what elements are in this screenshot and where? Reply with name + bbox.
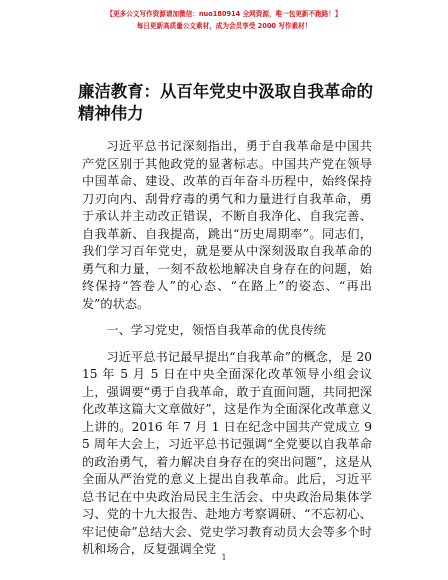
intro-paragraph: 习近平总书记深刻指出，勇于自我革命是中国共产党区别于其他政党的显著标志。中国共产党在领导中国革命、建设、改革的百年奋斗历程中，始终保持刀刃向内、刮骨疗毒的勇气和力量进行自我革命，勇于承认并主动改正错误，不断自我净化、自我完善、自我革新、自我提高，跳出“历史周期率”。同志们，我们学习百年党史，就是要从中深刻汲取自我革命的勇气和力量，一刻不敌松地解决自身存在的问题，始终保持“答卷人”的心态、“在路上”的姿态、“再出发”的状态。: [82, 139, 372, 311]
document-body: [82, 138, 372, 559]
body-paragraph: 习近平总书记最早提出“自我革命”的概念，是 2015 年 5 月 5 日在中央全面深化改革领导小组会议上，强调要“勇于自我革命，敢于直面问题，共同把深化改革这篇大文章做好”，这是作为全面深化改革意义上讲的。2016 年 7 月 1 日在纪念中国共产党成立 95 周年大会上，习近平总书记强调“全党要以自我革命的政治勇气，着力解决自身存在的突出问题”，这是从全面从严治党的意义上提出自我革命。此后，习近平总书记在中央政治局民主生活会、中央政治局集体学习、党的十九大报告、赴地方考察调研、“不忘初心、牢记使命”总结大会、党史学习教育动员大会等多个时机和场合，反复强调全党: [82, 349, 372, 556]
promo-banner-line-2: 每日更新高质量公文素材，成为会员享受 2000 写作素材！: [136, 22, 312, 30]
promo-banner-line-1: 【更多公文写作资源请加微信：nuo180914 全网资源，唯一包更新不跑路！】: [106, 10, 342, 18]
promo-banner: [0, 8, 448, 32]
section-heading: 一、学习党史，领悟自我革命的优良传统: [106, 323, 326, 337]
document-title: 廉洁教育：从百年党史中汲取自我革命的精神伟力: [78, 82, 374, 123]
paragraph-spacer: [82, 313, 372, 319]
page-number: 1: [221, 553, 227, 562]
